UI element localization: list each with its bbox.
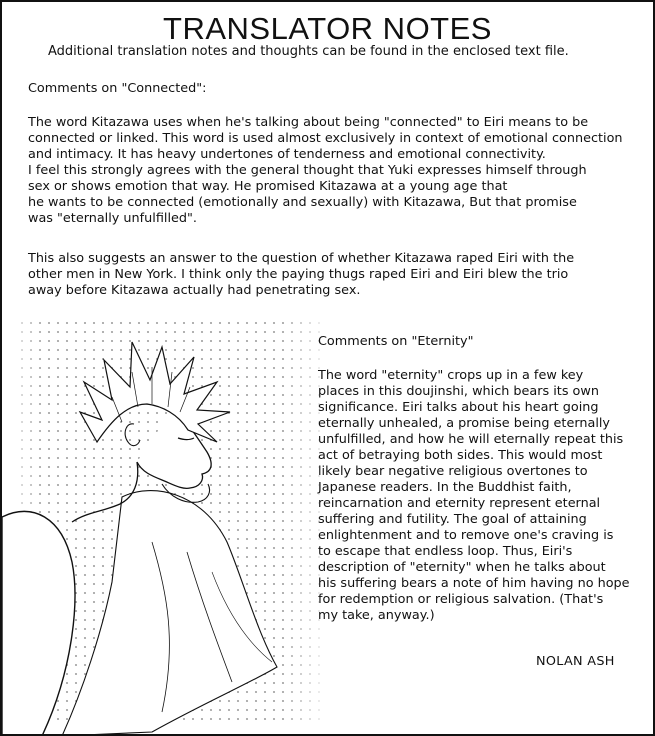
text-line: likely bear negative religious overtones to — [318, 464, 588, 479]
text-line: connected or linked. This word is used almost exclusively in context of emotional connection — [28, 131, 623, 146]
text-line: unfulfilled, and how he will eternally repeat this — [318, 432, 624, 447]
connected-paragraph-2 — [28, 251, 574, 299]
text-line: away before Kitazawa actually had penetrating sex. — [28, 283, 361, 298]
text-line: to escape that endless loop. Thus, Eiri's — [318, 544, 573, 559]
text-line: eternally unhealed, a promise being eternally — [318, 416, 610, 431]
text-line: act of betraying both sides. This would most — [318, 448, 603, 463]
text-line: Japanese readers. In the Buddhist faith, — [318, 480, 572, 495]
page-title: TRANSLATOR NOTES — [163, 11, 492, 46]
text-line: for redemption or religious salvation. (That's — [318, 592, 604, 607]
subtitle-note: Additional translation notes and thoughts can be found in the enclosed text file. — [48, 44, 569, 59]
text-line: The word "eternity" crops up in a few key — [318, 368, 584, 383]
text-line: This also suggests an answer to the question of whether Kitazawa raped Eiri with the — [28, 251, 575, 266]
eternity-paragraph — [318, 368, 630, 624]
text-line: he wants to be connected (emotionally and sexually) with Kitazawa, But that promise — [28, 195, 577, 210]
text-line: reincarnation and eternity represent eternal — [318, 496, 601, 511]
text-line: was "eternally unfulfilled". — [28, 211, 197, 226]
text-line: I feel this strongly agrees with the general thought that Yuki expresses himself through — [28, 163, 587, 178]
text-line: suffering and futility. The goal of attaining — [318, 512, 587, 527]
text-line: places in this doujinshi, which bears its own — [318, 384, 599, 399]
text-line: description of "eternity" when he talks about — [318, 560, 606, 575]
text-line: my take, anyway.) — [318, 608, 435, 623]
text-line: other men in New York. I think only the paying thugs raped Eiri and Eiri blew the trio — [28, 267, 569, 282]
text-line: The word Kitazawa uses when he's talking about being "connected" to Eiri means to be — [28, 115, 589, 130]
text-line: and intimacy. It has heavy undertones of tenderness and emotional connectivity. — [28, 147, 546, 162]
connected-heading: Comments on "Connected": — [28, 81, 207, 96]
manga-sketch-illustration — [2, 312, 332, 736]
author-credit: NOLAN ASH — [536, 654, 615, 669]
text-line: significance. Eiri talks about his heart going — [318, 400, 599, 415]
text-line: sex or shows emotion that way. He promised Kitazawa at a young age that — [28, 179, 508, 194]
eternity-heading: Comments on "Eternity" — [318, 334, 474, 349]
text-line: enlightenment and to remove one's craving is — [318, 528, 614, 543]
connected-paragraph-1 — [28, 115, 623, 227]
text-line: his suffering bears a note of him having no hope — [318, 576, 630, 591]
